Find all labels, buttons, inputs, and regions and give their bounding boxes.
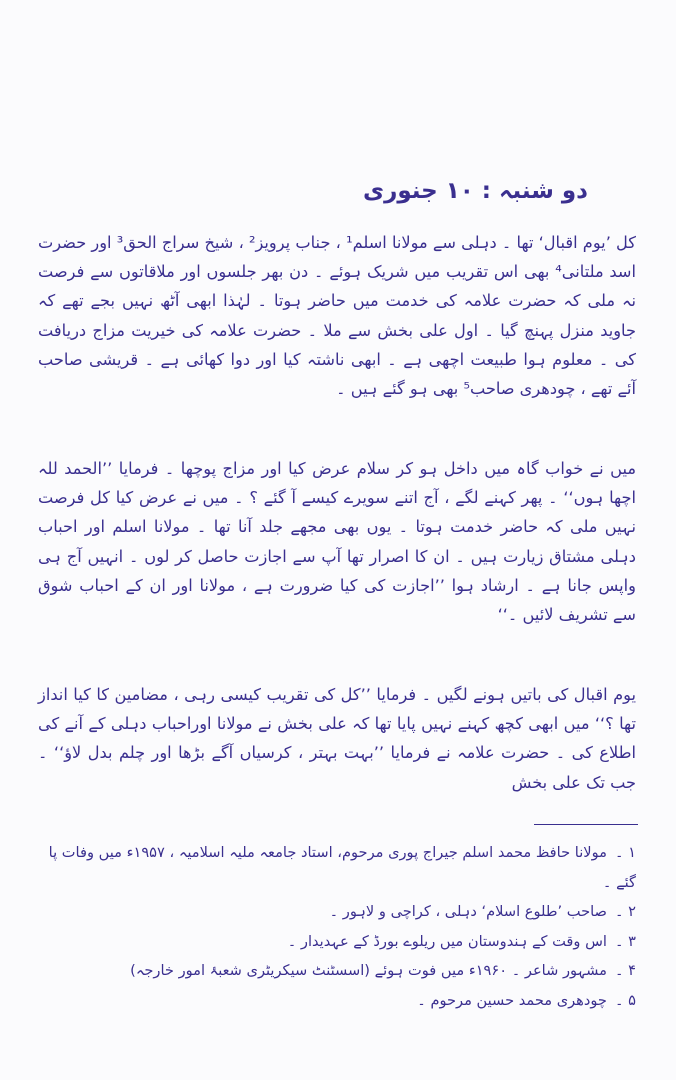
footnote-1 [38, 838, 636, 897]
footnote-text: صاحب ’طلوع اسلام‘ دہلی ، کراچی و لاہور ۔ [329, 903, 607, 921]
footnote-4 [38, 956, 636, 986]
page-heading: دو شنبہ : ۱۰ جنوری [363, 178, 588, 204]
footnote-text: مشہور شاعر ۔ ۱۹۶۰ء میں فوت ہوئے (اسسٹنٹ سیکریٹری شعبۂ امور خارجہ) [130, 962, 607, 980]
paragraph-3: یوم اقبال کی باتیں ہونے لگیں ۔ فرمایا ’’کل کی تقریب کیسی رہی ، مضامین کا کیا انداز تھا ؟‘‘ میں ابھی کچھ کہنے نہیں پایا تھا کہ علی بخش نے مولانا اوراحباب دہلی کے آنے کی اطلاع کی ۔ حضرت علامہ نے فرمایا ’’بہت بہتر ، کرسیاں آگے بڑھا اور چلم بدل لاؤ‘‘ ۔ جب تک علی بخش [38, 685, 636, 792]
footnote-number: ۳ ۔ [614, 932, 636, 950]
footnotes-list [38, 838, 636, 1016]
footnote-number: ۵ ۔ [614, 991, 636, 1009]
paragraph-2: میں نے خواب گاہ میں داخل ہو کر سلام عرض کیا اور مزاج پوچھا ۔ فرمایا ’’الحمد للہ اچھا ہوں‘‘ ۔ پھر کہنے لگے ، آج اتنے سویرے کیسے آ گئے ؟ ۔ میں نے عرض کیا کل فرصت نہیں ملی کہ حاضر خدمت ہوتا ۔ یوں بھی مجھے جلد آنا تھا ۔ مولانا اسلم اور احباب دہلی مشتاق زیارت ہیں ۔ ان کا اصرار تھا آپ سے اجازت حاصل کر لوں ۔ انہیں آج ہی واپس جانا ہے ۔ ارشاد ہوا ’’اجازت کی کیا ضرورت ہے ، مولانا اور ان کے احباب شوق سے تشریف لائیں ۔‘‘ [38, 459, 636, 625]
footnote-number: ۴ ۔ [614, 962, 636, 980]
footnote-divider [534, 824, 638, 825]
footnote-5 [38, 986, 636, 1016]
footnote-text: چودھری محمد حسین مرحوم ۔ [417, 991, 607, 1009]
paragraph-1: کل ’یوم اقبال‘ تھا ۔ دہلی سے مولانا اسلم¹ ، جناب پرویز² ، شیخ سراج الحق³ اور حضرت اسد ملتانی⁴ بھی اس تقریب میں شریک ہوئے ۔ دن بھر جلسوں اور ملاقاتوں سے فرصت نہ ملی کہ حضرت علامہ کی خدمت میں حاضر ہوتا ۔ لہٰذا ابھی آٹھ نہیں بجے تھے کہ جاوید منزل پہنچ گیا ۔ اول علی بخش سے ملا ۔ حضرت علامہ کی خیریت مزاج دریافت کی ۔ معلوم ہوا طبیعت اچھی ہے ۔ ابھی ناشتہ کیا اور دوا کھائی ہے ۔ قریشی صاحب آئے تھے ، چودھری صاحب⁵ بھی ہو گئے ہیں ۔ [38, 233, 637, 399]
footnote-number: ۲ ۔ [614, 903, 636, 921]
footnote-number: ۱ ۔ [614, 844, 636, 861]
footnote-text: مولانا حافظ محمد اسلم جیراج پوری مرحوم، استاد جامعہ ملیہ اسلامیہ ، ۱۹۵۷ء میں وفات پا گئے ۔ [48, 844, 636, 891]
footnote-3 [38, 927, 636, 957]
footnote-text: اس وقت کے ہندوستان میں ریلوے بورڈ کے عہدیدار ۔ [287, 932, 607, 950]
footnote-2 [38, 897, 636, 927]
